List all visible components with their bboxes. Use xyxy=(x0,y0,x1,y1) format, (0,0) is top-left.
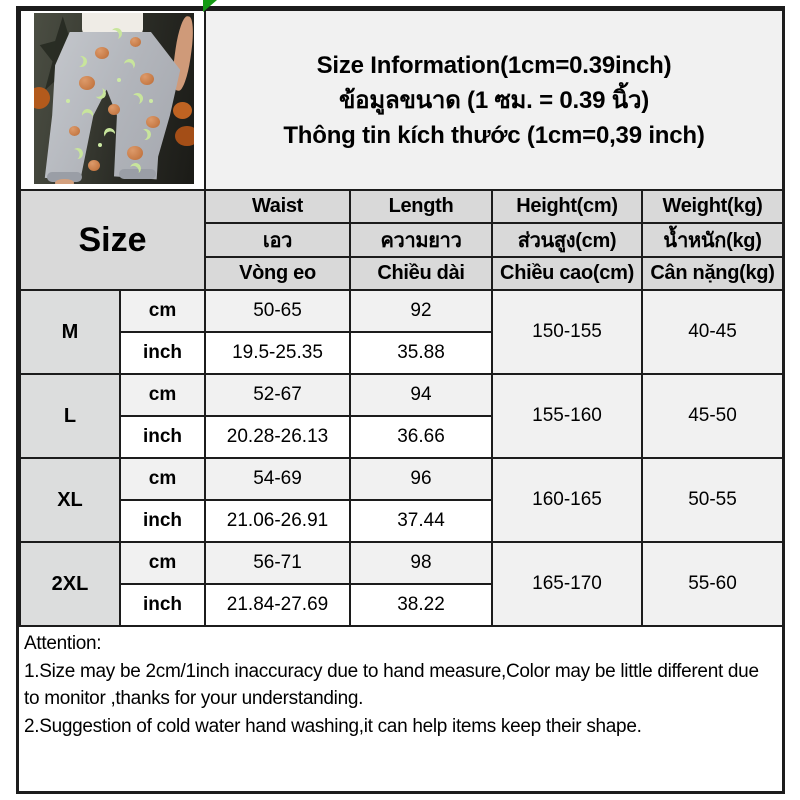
product-photo-cell xyxy=(20,10,205,190)
pumpkin-print xyxy=(146,116,160,128)
size-2xl-unit-cm: cm xyxy=(120,542,205,584)
size-l-unit-inch: inch xyxy=(120,416,205,458)
pumpkin-print xyxy=(95,47,109,59)
attention-note-1: 1.Size may be 2cm/1inch inaccuracy due to hand measure,Color may be little different due to monitor ,thanks for your understanding. xyxy=(24,660,759,709)
pumpkin-print xyxy=(79,76,95,90)
size-2xl-waist-cm: 56-71 xyxy=(205,542,350,584)
size-xl-weight: 50-55 xyxy=(642,458,783,542)
header-height-en: Height(cm) xyxy=(492,190,642,223)
glow-dot-print xyxy=(149,99,153,103)
size-m-height: 150-155 xyxy=(492,290,642,374)
pumpkin-print xyxy=(69,126,80,136)
pumpkin-print xyxy=(88,160,100,171)
table-row xyxy=(20,290,783,332)
size-l-length-inch: 36.66 xyxy=(350,416,492,458)
size-l-waist-inch: 20.28-26.13 xyxy=(205,416,350,458)
table-row xyxy=(20,542,783,584)
size-m-length-cm: 92 xyxy=(350,290,492,332)
header-weight-vi: Cân nặng(kg) xyxy=(642,257,783,290)
photo-background-object xyxy=(34,87,50,109)
header-height-th: ส่วนสูง(cm) xyxy=(492,223,642,257)
glow-dot-print xyxy=(98,143,102,147)
title-line-vi: Thông tin kích thước (1cm=0,39 inch) xyxy=(283,121,705,149)
product-photo xyxy=(34,13,194,184)
model-foot-graphic xyxy=(55,179,74,184)
glow-dot-print xyxy=(66,99,70,103)
size-2xl-unit-inch: inch xyxy=(120,584,205,626)
table-row xyxy=(20,374,783,416)
size-m-label: M xyxy=(20,290,120,374)
size-m-length-inch: 35.88 xyxy=(350,332,492,374)
size-m-unit-cm: cm xyxy=(120,290,205,332)
size-m-waist-inch: 19.5-25.35 xyxy=(205,332,350,374)
header-length-vi: Chiều dài xyxy=(350,257,492,290)
attention-section xyxy=(19,627,782,740)
header-length-th: ความยาว xyxy=(350,223,492,257)
size-m-unit-inch: inch xyxy=(120,332,205,374)
header-row-en xyxy=(20,190,783,223)
size-2xl-label: 2XL xyxy=(20,542,120,626)
size-l-length-cm: 94 xyxy=(350,374,492,416)
header-waist-en: Waist xyxy=(205,190,350,223)
green-corner-mark xyxy=(203,0,217,12)
size-xl-label: XL xyxy=(20,458,120,542)
size-xl-waist-inch: 21.06-26.91 xyxy=(205,500,350,542)
moon-print xyxy=(132,93,143,104)
size-chart-sheet xyxy=(16,6,785,794)
header-waist-vi: Vòng eo xyxy=(205,257,350,290)
size-m-weight: 40-45 xyxy=(642,290,783,374)
size-xl-unit-inch: inch xyxy=(120,500,205,542)
size-xl-waist-cm: 54-69 xyxy=(205,458,350,500)
header-weight-en: Weight(kg) xyxy=(642,190,783,223)
size-2xl-length-inch: 38.22 xyxy=(350,584,492,626)
title-cell xyxy=(205,10,783,190)
photo-background-object xyxy=(175,126,194,147)
header-height-vi: Chiều cao(cm) xyxy=(492,257,642,290)
size-xl-length-cm: 96 xyxy=(350,458,492,500)
size-2xl-height: 165-170 xyxy=(492,542,642,626)
size-l-height: 155-160 xyxy=(492,374,642,458)
photo-title-row xyxy=(20,10,783,190)
size-xl-height: 160-165 xyxy=(492,458,642,542)
pumpkin-print xyxy=(108,104,120,115)
size-2xl-length-cm: 98 xyxy=(350,542,492,584)
header-waist-th: เอว xyxy=(205,223,350,257)
table-row xyxy=(20,458,783,500)
size-2xl-waist-inch: 21.84-27.69 xyxy=(205,584,350,626)
size-xl-length-inch: 37.44 xyxy=(350,500,492,542)
size-l-unit-cm: cm xyxy=(120,374,205,416)
size-l-label: L xyxy=(20,374,120,458)
header-length-en: Length xyxy=(350,190,492,223)
header-weight-th: น้ำหนัก(kg) xyxy=(642,223,783,257)
pumpkin-print xyxy=(140,73,154,85)
size-table xyxy=(19,9,784,627)
size-m-waist-cm: 50-65 xyxy=(205,290,350,332)
attention-note-2: 2.Suggestion of cold water hand washing,it can help items keep their shape. xyxy=(24,715,642,737)
title-line-en: Size Information(1cm=0.39inch) xyxy=(316,51,672,79)
size-2xl-weight: 55-60 xyxy=(642,542,783,626)
moon-print xyxy=(103,126,117,140)
photo-background-object xyxy=(173,102,192,119)
attention-heading: Attention: xyxy=(24,633,102,654)
size-xl-unit-cm: cm xyxy=(120,458,205,500)
size-header-cell: Size xyxy=(20,190,205,290)
pumpkin-print xyxy=(130,37,141,47)
size-l-waist-cm: 52-67 xyxy=(205,374,350,416)
title-line-th: ข้อมูลขนาด (1 ซม. = 0.39 นิ้ว) xyxy=(338,86,650,114)
size-l-weight: 45-50 xyxy=(642,374,783,458)
